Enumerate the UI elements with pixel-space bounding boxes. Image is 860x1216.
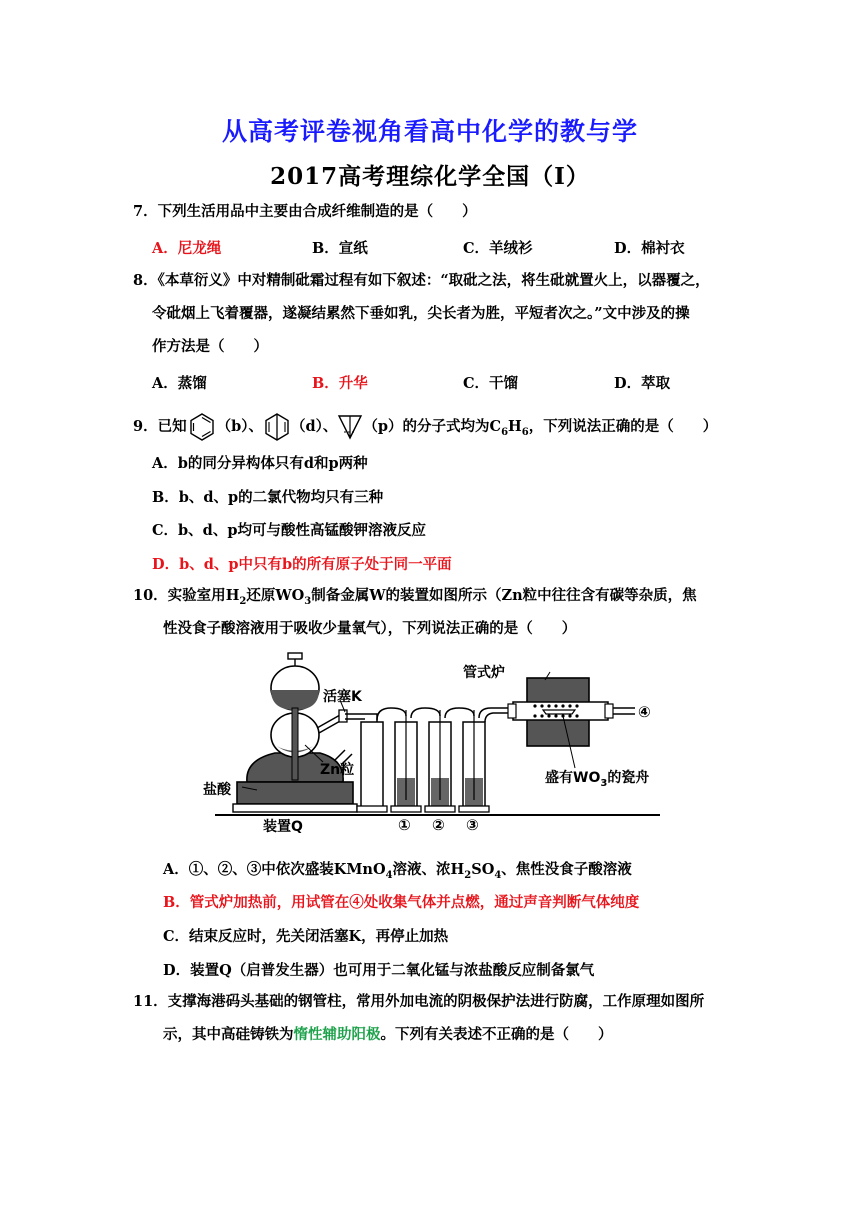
q9-option-d: D．b、d、p中只有b的所有原子处于同一平面 [152, 556, 452, 573]
q10-option-b: B．管式炉加热前，用试管在④处收集气体并点燃，通过声音判断气体纯度 [163, 894, 640, 911]
bottle-1-label: ① [398, 816, 411, 834]
q8-option-a: A．蒸馏 [152, 375, 207, 392]
bottle-2-label: ② [432, 816, 445, 834]
q8-line-3: 作方法是（ ） [152, 338, 268, 355]
q7-stem: 7．下列生活用品中主要由合成纤维制造的是（ ） [133, 203, 477, 220]
q11-highlight: 惰性辅助阳极 [293, 1026, 381, 1043]
dewar-benzene-structure-icon [263, 412, 291, 442]
acid-label: 盐酸 [203, 782, 231, 798]
furnace-label: 管式炉 [463, 665, 505, 681]
stopcock-label: 活塞K [323, 689, 362, 705]
q9-option-b: B．b、d、p的二氯代物均只有三种 [152, 489, 384, 506]
q9-suffix: ，下列说法正确的是（ ） [528, 418, 718, 435]
q9-d-label: （d）、 [290, 418, 338, 435]
tube-outlet-label: ④ [638, 703, 651, 721]
q8-option-c: C．干馏 [463, 375, 519, 392]
benzene-structure-icon [187, 412, 217, 442]
q9-prefix: 9．已知 [133, 418, 187, 435]
q9-option-a: A．b的同分异构体只有d和p两种 [152, 455, 368, 472]
q9-formula: $C_6H_6$ [489, 418, 529, 438]
q10-option-c: C．结束反应时，先关闭活塞K，再停止加热 [163, 928, 449, 945]
q8-line-1: 8．《本草衍义》中对精制砒霜过程有如下叙述：“取砒之法，将生砒就置火上，以器覆之， [133, 272, 710, 289]
wash-bottle-3 [459, 710, 489, 812]
apparatus-diagram [195, 650, 675, 850]
q10-line-2: 性没食子酸溶液用于吸收少量氧气），下列说法正确的是（ ） [163, 620, 577, 637]
q10-option-a: A．①、②、③中依次盛装KMnO$_4$溶液、浓$H_2SO_4$、焦性没食子酸溶液 [163, 861, 632, 881]
q7-option-d: D．棉衬衣 [614, 240, 685, 257]
q8-line-2: 令砒烟上飞着覆器，遂凝结累然下垂如乳，尖长者为胜，平短者次之。”文中涉及的操 [152, 305, 690, 322]
device-q-label: 装置Q [263, 819, 303, 835]
q10-line-1: 10．实验室用$H_2$还原$WO_3$制备金属W的装置如图所示（Zn粒中往往含有碳等杂质，焦 [133, 587, 697, 607]
zn-label: Zn粒 [320, 762, 355, 778]
q8-option-d: D．萃取 [614, 375, 671, 392]
q7-option-b: B．宣纸 [312, 240, 368, 257]
bottle-3-label: ③ [466, 816, 479, 834]
page-title: 从高考评卷视角看高中化学的教与学 [221, 117, 638, 146]
q7-option-a: A．尼龙绳 [152, 240, 222, 257]
q11-line-1: 11．支撑海港码头基础的钢管柱，常用外加电流的阴极保护法进行防腐，工作原理如图所 [133, 993, 705, 1010]
q10-option-d: D．装置Q（启普发生器）也可用于二氧化锰与浓盐酸反应制备氯气 [163, 962, 595, 979]
prismane-structure-icon [337, 412, 363, 442]
q7-option-c: C．羊绒衫 [463, 240, 533, 257]
q9-b-label: （b）、 [216, 418, 263, 435]
q9-p-label: （p）的分子式均为 [363, 418, 490, 435]
q8-option-b: B．升华 [312, 375, 368, 392]
q9-option-c: C．b、d、p均可与酸性高锰酸钾溶液反应 [152, 522, 426, 539]
wash-bottle-2 [425, 710, 455, 812]
q9-stem [133, 412, 717, 442]
boat-label: 盛有$WO_3$的瓷舟 [545, 770, 650, 789]
wash-bottle-1 [391, 710, 421, 812]
exam-subtitle: 2017高考理综化学全国（I） [270, 163, 590, 190]
q11-line-2: 示，其中高硅铸铁为惰性辅助阳极。下列有关表述不正确的是（ ） [163, 1026, 613, 1043]
